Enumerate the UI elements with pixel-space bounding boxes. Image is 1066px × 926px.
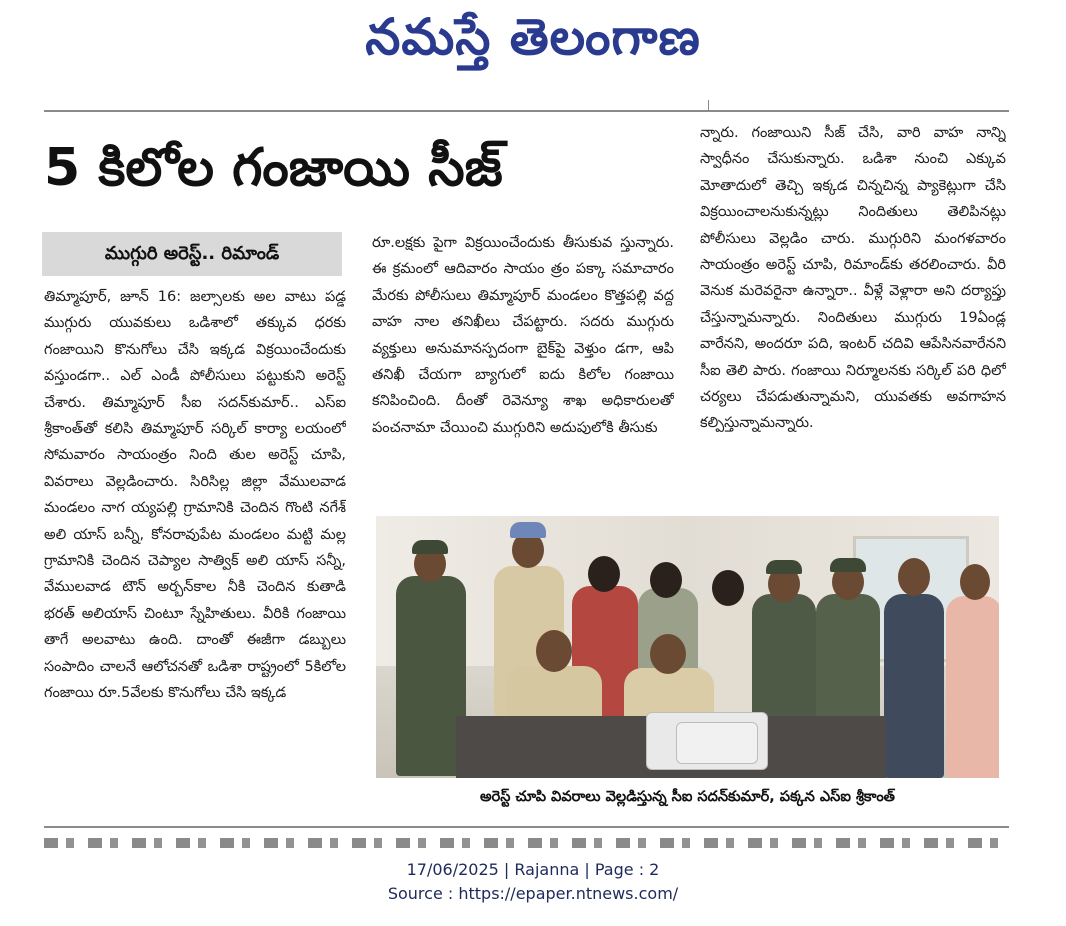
article-column-2	[372, 230, 674, 512]
article-column-3	[700, 120, 1006, 510]
photo-cap-2	[510, 522, 546, 538]
photo-head-8	[898, 558, 930, 596]
column-1-text: తిమ్మాపూర్, జూన్ 16: జల్సాలకు అల వాటు పడ్డ ముగ్గురు యువకులు ఒడిశాలో తక్కువ ధరకు గంజాయిని కొనుగోలు చేసి ఇక్కడ విక్రయించేందుకు వస్తుండగా.. ఎల్ ఎండీ పోలీసులు పట్టుకుని అరెస్ట్ చేశారు. తిమ్మాపూర్ సీఐ సదన్‌కుమార్.. ఎస్ఐ శ్రీకాంత్‌తో కలిసి తిమ్మాపూర్ సర్కిల్ కార్యా లయంలో సోమవారం సాయంత్రం నింది తుల అరెస్ట్ చూపి, వివరాలు వెల్లడించారు. సిరిసిల్ల జిల్లా వేములవాడ మండలం నాగ య్యపల్లి గ్రామానికి చెందిన గొంటి నగేశ్ అలి యాస్ బన్నీ, కోనరావుపేట మండలం మట్టి మల్ల గ్రామానికి చెందిన చెప్యాల సాత్విక్ అలి యాస్ సన్నీ, వేములవాడ టౌన్ అర్బన్‌కాల నీకి చెందిన కుతాడి భరత్ అలియాస్ చింటూ స్నేహితులు. వీరికి గంజాయి తాగే అలవాటు ఉంది. దాంతో ఈజీగా డబ్బులు సంపాదిం చాలనే ఆలోచనతో ఒడిశా రాష్ట్రంలో 5కిలోల గంజాయి రూ.5వేలకు కొనుగోలు చేసి ఇక్కడ	[44, 289, 346, 702]
truncated-next-article	[44, 838, 999, 848]
photo-head-3	[588, 556, 620, 592]
masthead-title: నమస్తే తెలంగాణ	[365, 8, 701, 66]
column-3-text: న్నారు. గంజాయిని సీజ్ చేసి, వారి వాహ నాన్ని స్వాధీనం చేసుకున్నారు. ఒడిశా నుంచి ఎక్కువ మోతాదులో తెచ్చి ఇక్కడ చిన్నచిన్న ప్యాకెట్లుగా చేసి విక్రయించాలనుకున్నట్లు నిందితులు తెలిపినట్లు పోలీసులు వెల్లడిం చారు. ముగ్గురిని మంగళవారం సాయంత్రం అరెస్ట్ చూపి, రిమాండ్‌కు తరలించారు. వీరి వెనుక మరెవరైనా ఉన్నారా.. వీళ్లే వెళ్లారా అని దర్యాప్తు చేస్తున్నామన్నారు. నిందితులు ముగ్గురు 19ఏండ్ల వారేనని, అందరూ పది, ఇంటర్ చదివి ఆపేసినవారేనని సీఐ తెలి పారు. గంజాయి నిర్మూలనకు సర్కిల్ పరి ధిలో చర్యలు చేపడుతున్నామని, యువతకు అవగాహన కల్పిస్తున్నామన్నారు.	[700, 125, 1006, 432]
photo-seated-head-2	[650, 634, 686, 674]
article-headline: 5 కిలోల గంజాయి సీజ్	[44, 138, 503, 198]
photo-cap-1	[412, 540, 448, 554]
photo-cap-7	[830, 558, 866, 572]
column-tick	[708, 100, 709, 112]
photo-head-5	[712, 570, 744, 606]
footer-rule	[44, 826, 1009, 828]
photo-seated-head-1	[536, 630, 572, 672]
article-column-1	[44, 284, 346, 824]
article-subhead: ముగ్గురి అరెస్ట్.. రిమాండ్	[42, 232, 342, 276]
photo-head-4	[650, 562, 682, 598]
photo-packet-2	[676, 722, 758, 764]
header-rule	[44, 110, 1009, 112]
news-photo	[376, 516, 999, 778]
column-2-text: రూ.లక్షకు పైగా విక్రయించేందుకు తీసుకువ స్తున్నారు. ఈ క్రమంలో ఆదివారం సాయం త్రం పక్కా సమాచారం మేరకు పోలీసులు తిమ్మాపూర్ మండలం కొత్తపల్లి వద్ద వాహ నాల తనిఖీలు చేపట్టారు. సదరు ముగ్గురు వ్యక్తులు అనుమానస్పదంగా బైక్‌పై వెళ్తుం డగా, ఆపి తనిఖీ చేయగా బ్యాగులో ఐదు కిలోల గంజాయి కనిపించింది. దీంతో రెవెన్యూ శాఖ అధికారులతో పంచనామా చేయించి ముగ్గురిని అదుపులోకి తీసుకు	[372, 235, 674, 436]
photo-person-8	[884, 594, 944, 778]
photo-person-9	[946, 596, 999, 778]
photo-cap-6	[766, 560, 802, 574]
photo-head-9	[960, 564, 990, 600]
footer-source: Source : https://epaper.ntnews.com/	[387, 884, 679, 903]
page-footer	[0, 858, 1066, 906]
photo-caption: అరెస్ట్ చూపి వివరాలు వెల్లడిస్తున్న సీఐ సదన్‌కుమార్, పక్కన ఎస్ఐ శ్రీకాంత్	[480, 789, 895, 805]
footer-date-edition: 17/06/2025 | Rajanna | Page : 2	[406, 860, 660, 879]
newspaper-masthead	[0, 0, 1066, 78]
